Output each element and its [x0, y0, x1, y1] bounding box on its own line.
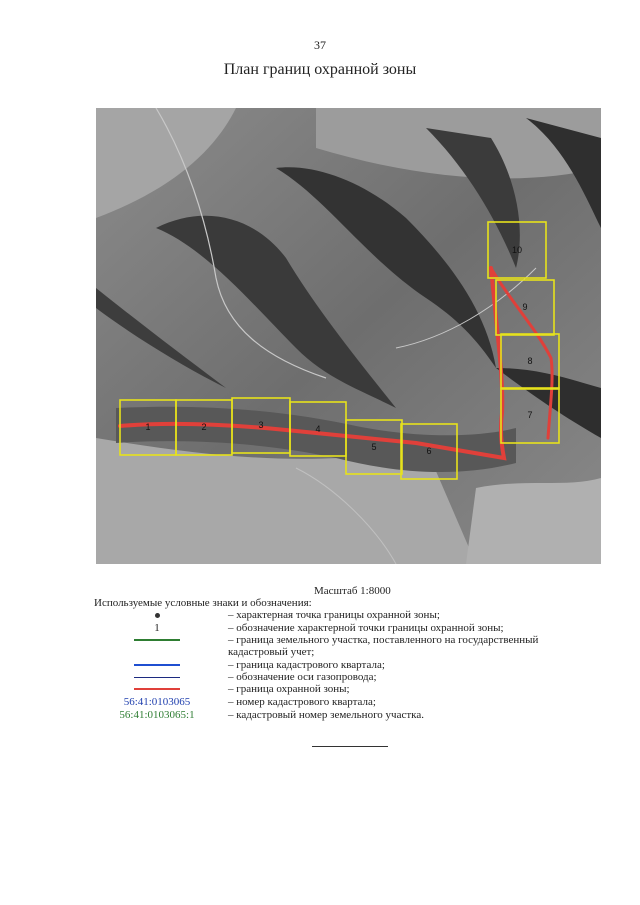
footer-divider [312, 746, 388, 747]
legend-desc: – граница охранной зоны; [228, 683, 350, 695]
navy-line-icon [134, 677, 180, 678]
legend-desc: – номер кадастрового квартала; [228, 696, 376, 708]
sheet-label-4: 4 [315, 424, 321, 434]
legend-title: Используемые условные знаки и обозначения: [94, 597, 312, 609]
legend-symbol-point-label: 1 [154, 622, 160, 634]
satellite-map [96, 108, 601, 564]
red-line-icon [134, 688, 180, 690]
sheet-label-6: 6 [426, 446, 432, 456]
sheet-label-5: 5 [371, 442, 377, 452]
legend-symbol-quarter-number: 56:41:0103065 [123, 696, 191, 708]
legend-desc: – обозначение характерной точки границы охранной зоны; [228, 622, 504, 634]
terrain-light-se [466, 478, 601, 564]
sheet-label-7: 7 [527, 410, 533, 420]
sheet-label-10: 10 [511, 245, 523, 255]
legend-symbol-plot-number: 56:41:0103065:1 [119, 709, 195, 721]
sheet-label-8: 8 [527, 356, 533, 366]
green-line-icon [134, 639, 180, 641]
page-number: 37 [314, 38, 326, 52]
point-marker-icon [155, 613, 160, 618]
sheet-label-1: 1 [145, 422, 151, 432]
sheet-label-3: 3 [258, 420, 264, 430]
legend-desc: – кадастровый номер земельного участка. [228, 709, 424, 721]
blue-line-icon [134, 664, 180, 666]
legend-symbol-green-line [94, 634, 220, 646]
legend-symbol-blue-line [94, 659, 220, 671]
scale-label: Масштаб 1:8000 [314, 585, 391, 597]
legend-desc: – обозначение оси газопровода; [228, 671, 377, 683]
legend-desc: – граница земельного участка, поставленного на государственный кадастровый учет; [228, 634, 539, 658]
map-svg [96, 108, 601, 564]
legend-desc: – граница кадастрового квартала; [228, 659, 385, 671]
plan-title: План границ охранной зоны [223, 61, 417, 78]
legend-symbol-red-line [94, 683, 220, 695]
sheet-label-9: 9 [522, 302, 528, 312]
legend-symbol-navy-line [94, 671, 220, 683]
legend-symbol-point [94, 609, 220, 621]
sheet-label-2: 2 [201, 422, 207, 432]
legend-desc: – характерная точка границы охранной зоны; [228, 609, 440, 621]
